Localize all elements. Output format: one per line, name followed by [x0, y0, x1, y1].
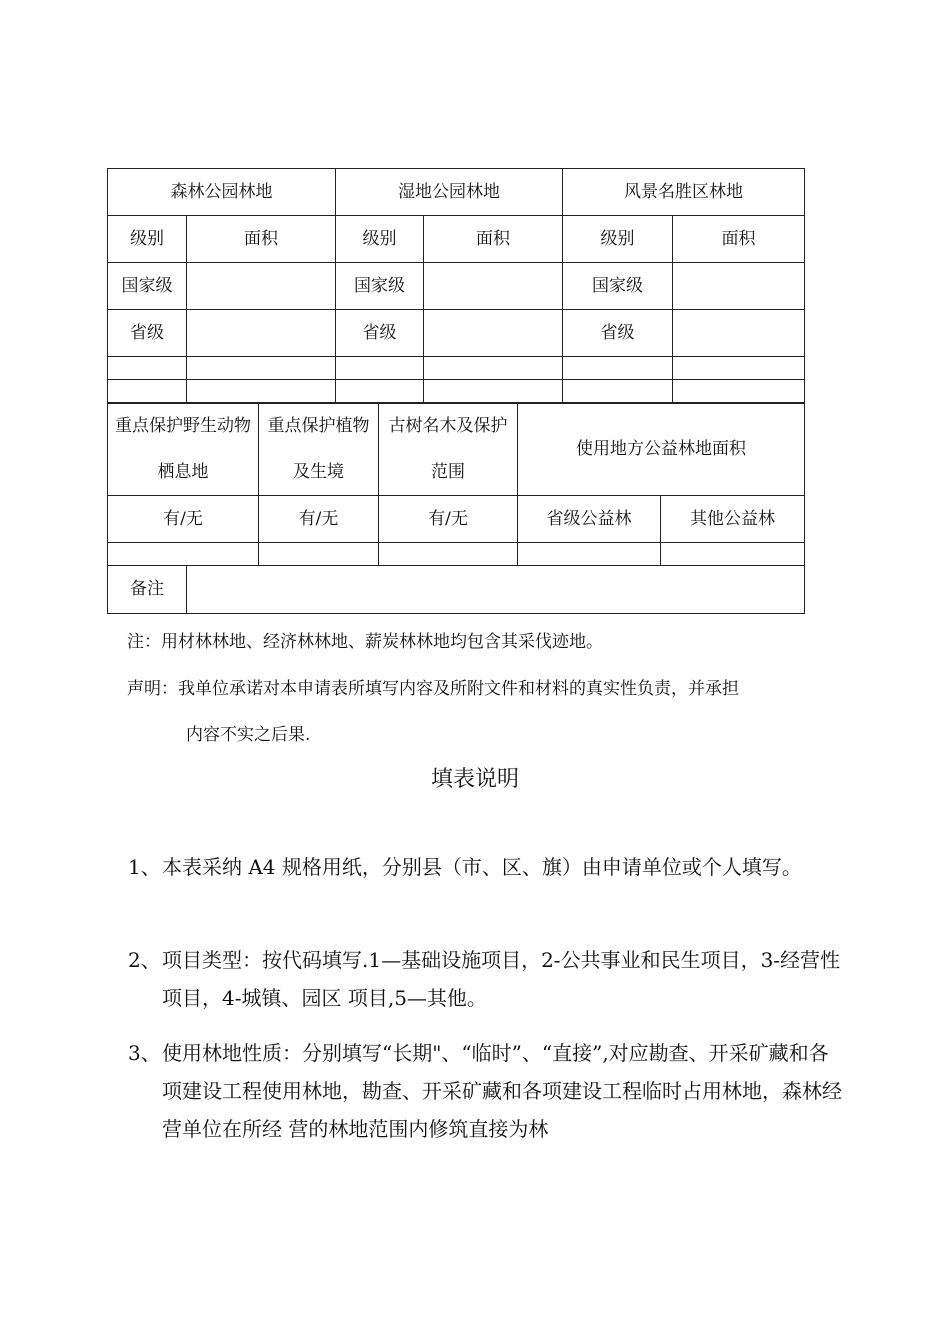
provincial-forest-label: 省级公益林: [518, 496, 661, 542]
empty-cell[interactable]: [187, 380, 336, 403]
note-text: 注：用材林林地、经济林林地、薪炭林林地均包含其采伐迹地。: [127, 632, 603, 652]
group-header-forest-park: 森林公园林地: [108, 169, 336, 215]
empty-cell[interactable]: [563, 380, 673, 403]
protected-plants-header: 重点保护植物及生境: [259, 403, 379, 495]
forest-park-table: [107, 168, 805, 404]
area-input-cell[interactable]: [187, 263, 336, 309]
table-row: [108, 357, 804, 380]
empty-cell[interactable]: [259, 543, 379, 565]
area-input-cell[interactable]: [673, 263, 804, 309]
empty-cell[interactable]: [379, 543, 518, 565]
public-forest-area-header: 使用地方公益林地面积: [576, 438, 746, 459]
instructions-title: 填表说明: [430, 767, 519, 792]
instruction-item-3: [128, 1034, 848, 1148]
area-label: 面积: [721, 228, 756, 249]
empty-cell[interactable]: [563, 357, 673, 379]
instruction-item-1: [128, 848, 848, 886]
item-text: 本表采纳 A4 规格用纸，分别县（市、区、旗）由申请单位或个人填写。: [162, 855, 802, 879]
level-national: 国家级: [336, 263, 424, 309]
table-row: [108, 543, 804, 566]
table-row: [108, 310, 804, 357]
empty-cell[interactable]: [187, 357, 336, 379]
table-row: [108, 263, 804, 310]
item-text: 使用林地性质：分别填写“长期"、“临时”、“直接”,对应勘查、开采矿藏和各项建设工程使用林地，勘查、开采矿藏和各项建设工程临时占用林地，森林经营单位在所经 营的林地范围内修筑直接为林: [162, 1041, 842, 1141]
group-header-scenic-area: 风景名胜区林地: [624, 181, 743, 202]
yes-no-cell: 有/无: [259, 496, 379, 542]
level-label: 级别: [108, 216, 187, 262]
empty-cell[interactable]: [336, 380, 424, 403]
empty-cell[interactable]: [661, 543, 804, 565]
empty-cell[interactable]: [108, 543, 259, 565]
area-label: 面积: [424, 216, 563, 262]
level-provincial: 省级: [563, 310, 673, 356]
item-number: 3、: [128, 1041, 161, 1065]
item-number: 2、: [128, 948, 161, 972]
empty-cell[interactable]: [336, 357, 424, 379]
table-row: [108, 216, 804, 263]
area-input-cell[interactable]: [187, 310, 336, 356]
yes-no-cell: 有/无: [108, 496, 259, 542]
level-label: 级别: [336, 216, 424, 262]
area-input-cell[interactable]: [424, 310, 563, 356]
empty-cell[interactable]: [518, 543, 661, 565]
other-forest-label: 其他公益林: [690, 508, 775, 529]
level-national: 国家级: [563, 263, 673, 309]
table-header-row: [108, 403, 804, 496]
item-text: 项目类型：按代码填写.1—基础设施项目，2-公共事业和民生项目，3-经营性项目，4-城镇、园区 项目,5—其他。: [162, 948, 841, 1010]
empty-cell[interactable]: [673, 380, 804, 403]
yes-no-cell: 有/无: [379, 496, 518, 542]
level-national: 国家级: [108, 263, 187, 309]
remarks-label: 备注: [108, 566, 187, 613]
empty-cell[interactable]: [424, 357, 563, 379]
protection-table: [107, 402, 805, 614]
level-provincial: 省级: [108, 310, 187, 356]
level-label: 级别: [563, 216, 673, 262]
level-provincial: 省级: [336, 310, 424, 356]
declaration-line-1: 声明：我单位承诺对本申请表所填写内容及所附文件和材料的真实性负责，并承担: [127, 679, 739, 699]
area-label: 面积: [187, 216, 336, 262]
empty-cell[interactable]: [108, 357, 187, 379]
instruction-item-2: [128, 941, 848, 1017]
table-header-row: [108, 169, 804, 216]
area-input-cell[interactable]: [424, 263, 563, 309]
remarks-input-cell[interactable]: [187, 566, 804, 613]
declaration-line-2: 内容不实之后果.: [186, 725, 311, 745]
empty-cell[interactable]: [108, 380, 187, 403]
remarks-row: [108, 566, 804, 613]
area-input-cell[interactable]: [673, 310, 804, 356]
table-row: [108, 380, 804, 403]
empty-cell[interactable]: [424, 380, 563, 403]
table-row: [108, 496, 804, 543]
group-header-wetland-park: 湿地公园林地: [336, 169, 563, 215]
ancient-trees-header: 古树名木及保护范围: [379, 403, 518, 495]
empty-cell[interactable]: [673, 357, 804, 379]
wildlife-habitat-header: 重点保护野生动物栖息地: [108, 403, 259, 495]
item-number: 1、: [128, 855, 161, 879]
